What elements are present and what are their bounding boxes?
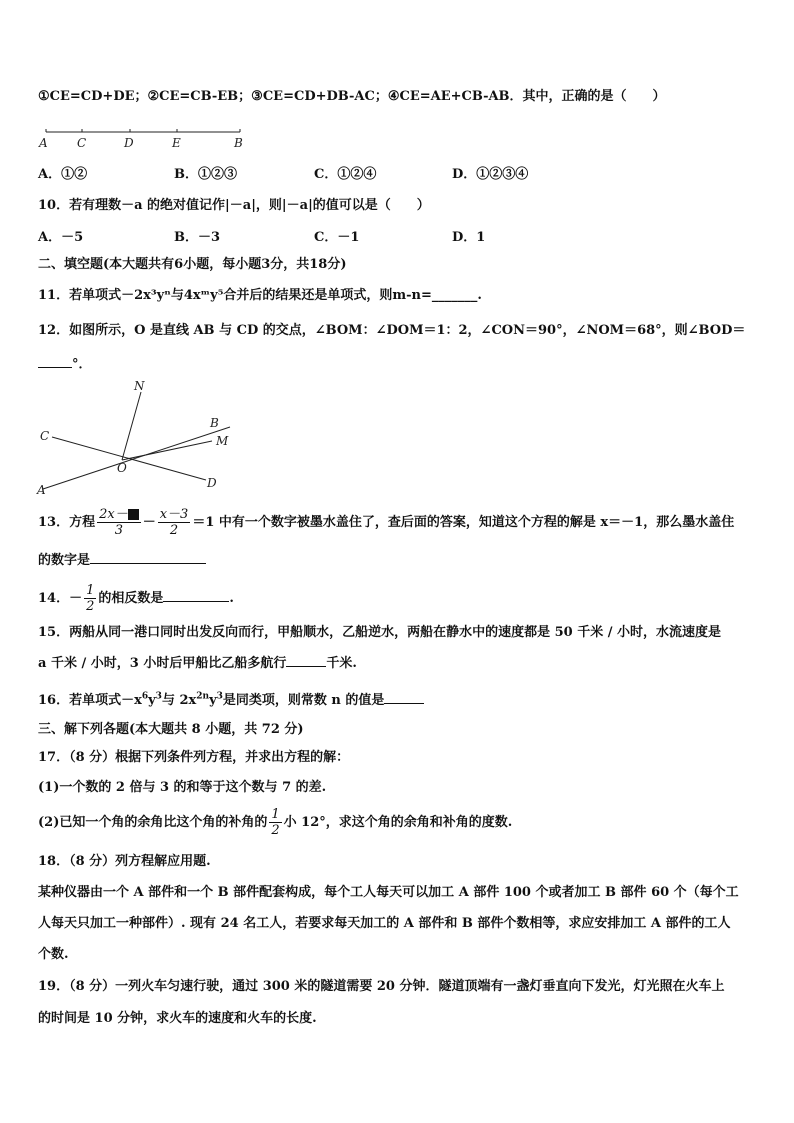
q10-option-a[interactable]: A．－5: [38, 230, 84, 245]
label-o: O: [117, 461, 127, 475]
q10-options: [38, 229, 758, 247]
q17-part2: (2)已知一个角的余角比这个角的补角的 $\frac{1}{2}$ 小 12°，求这个角的余角和补角的度数.: [38, 807, 513, 838]
q9-segment-figure: [36, 124, 248, 152]
q17-fraction: $\frac{1}{2}$: [271, 807, 280, 838]
q14-fraction: $\frac{1}{2}$: [86, 583, 95, 614]
q18-title: 18．（8 分）列方程解应用题.: [38, 854, 211, 869]
label-a: A: [37, 483, 46, 497]
q13-fraction-1: $\frac{2x-}{3}$: [97, 507, 141, 538]
q18-line3: 个数.: [38, 947, 69, 962]
q19-line1: 19．（8 分）一列火车匀速行驶，通过 300 米的隧道需要 20 分钟．隧道顶端有一盏灯垂直向下发光，灯光照在火车上: [38, 979, 725, 994]
label-d: D: [207, 476, 217, 490]
point-label-e: E: [172, 136, 181, 150]
q10-option-b[interactable]: B．－3: [174, 230, 221, 245]
q16-text: 16．若单项式$-x^6y^3$与 $2x^{2n}y^3$是同类项，则常数 n 的值是: [38, 691, 758, 710]
q11-text: 11．若单项式－2x³yⁿ与4xᵐy⁵合并后的结果还是单项式，则m-n=_______.: [38, 288, 482, 303]
q9-option-d[interactable]: D．①②③④: [452, 167, 529, 182]
q9-option-b[interactable]: B．①②③: [174, 167, 237, 182]
point-label-d: D: [124, 136, 134, 150]
q18-line2: 人每天只加工一种部件）. 现有 24 名工人，若要求每天加工的 A 部件和 B 部件个数相等，求应安排加工 A 部件的工人: [38, 916, 731, 931]
q15-line1: 15．两船从同一港口同时出发反向而行，甲船顺水，乙船逆水，两船在静水中的速度都是 50 千米 / 小时，水流速度是: [38, 625, 722, 640]
q15-line2: a 千米 / 小时，3 小时后甲船比乙船多航行 千米.: [38, 656, 357, 671]
label-b: B: [210, 416, 219, 430]
q13-fraction-2: $\frac{x-3}{2}$: [159, 507, 189, 538]
q12-line1: 12．如图所示，O 是直线 AB 与 CD 的交点，∠BOM：∠DOM＝1：2，∠CON＝90°，∠NOM＝68°，则∠BOD＝: [38, 323, 746, 338]
q9-stem: ①CE=CD+DE；②CE=CB-EB；③CE=CD+DB-AC；④CE=AE+CB-AB．其中，正确的是（ ）: [38, 89, 666, 104]
q10-option-d[interactable]: D．1: [452, 230, 486, 245]
q13-line1: 13．方程 $\frac{2x-}{3}$ － $\frac{x-3}{2}$ ＝1 中有一个数字被墨水盖住了，查后面的答案，知道这个方程的解是 x＝－1，那么墨水盖住: [38, 507, 735, 538]
q9-option-a[interactable]: A．①②: [38, 167, 88, 182]
ink-blot: [128, 509, 139, 520]
q9-option-c[interactable]: C．①②④: [314, 167, 377, 182]
q13-answer-blank[interactable]: [90, 551, 206, 564]
q10-option-c[interactable]: C．－1: [314, 230, 360, 245]
q17-title: 17．（8 分）根据下列条件列方程，并求出方程的解：: [38, 750, 350, 765]
q10-stem: 10．若有理数－a 的绝对值记作|－a|，则|－a|的值可以是（ ）: [38, 198, 430, 213]
q12-line2: °．: [38, 355, 758, 374]
point-label-c: C: [77, 136, 87, 150]
section-fill-in-heading: 二、填空题(本大题共有6小题，每小题3分，共18分): [38, 257, 347, 272]
label-c: C: [40, 429, 50, 443]
q14-answer-blank[interactable]: [163, 589, 229, 602]
section-solve-heading: 三、解下列各题(本大题共 8 小题，共 72 分): [38, 722, 304, 737]
q9-options: [38, 166, 758, 184]
label-m: M: [216, 434, 229, 448]
q13-line2: 的数字是: [38, 551, 758, 570]
q16-answer-blank[interactable]: [384, 691, 424, 704]
point-label-b: B: [234, 136, 243, 150]
point-label-a: A: [39, 136, 48, 150]
q15-answer-blank[interactable]: [286, 654, 326, 667]
q17-part1: (1)一个数的 2 倍与 3 的和等于这个数与 7 的差.: [38, 780, 327, 795]
q12-angle-figure: [30, 376, 240, 500]
q14-text: 14．－ $\frac{1}{2}$ 的相反数是 .: [38, 583, 234, 614]
label-n: N: [134, 379, 145, 393]
q18-line1: 某种仪器由一个 A 部件和一个 B 部件配套构成，每个工人每天可以加工 A 部件 100 个或者加工 B 部件 60 个（每个工: [38, 885, 739, 900]
q12-answer-blank[interactable]: [38, 355, 72, 368]
q19-line2: 的时间是 10 分钟，求火车的速度和火车的长度.: [38, 1011, 317, 1026]
